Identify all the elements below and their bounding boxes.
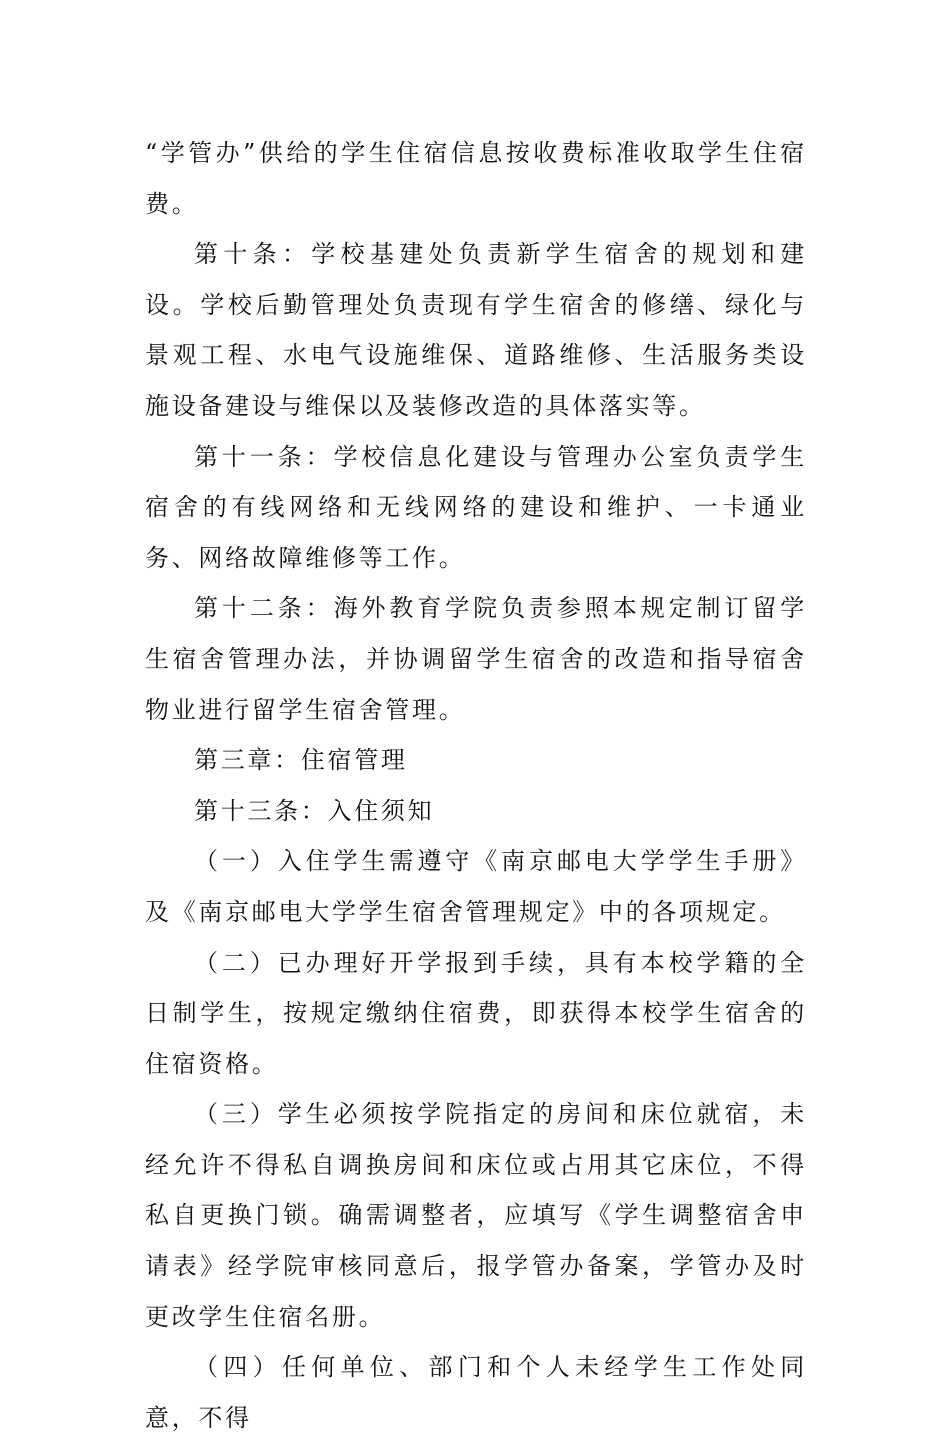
paragraph-item-1: （一）入住学生需遵守《南京邮电大学学生手册》及《南京邮电大学学生宿舍管理规定》中的各项规定。 [145,847,807,926]
paragraph-item-4: （四）任何单位、部门和个人未经学生工作处同意，不得 [145,1353,807,1432]
document-body [145,128,807,1443]
paragraph-article-11: 第十一条：学校信息化建设与管理办公室负责学生宿舍的有线网络和无线网络的建设和维护、一卡通业务、网络故障维修等工作。 [145,442,807,572]
paragraph-item-2: （二）已办理好开学报到手续，具有本校学籍的全日制学生，按规定缴纳住宿费，即获得本校学生宿舍的住宿资格。 [145,948,807,1078]
paragraph-article-12: 第十二条：海外教育学院负责参照本规定制订留学生宿舍管理办法，并协调留学生宿舍的改造和指导宿舍物业进行留学生宿舍管理。 [145,594,807,724]
paragraph-fee-continuation: “学管办”供给的学生住宿信息按收费标准收取学生住宿费。 [145,139,807,218]
paragraph-article-13: 第十三条：入住须知 [194,796,435,825]
chapter-heading: 第三章：住宿管理 [194,746,408,775]
paragraph-article-10: 第十条：学校基建处负责新学生宿舍的规划和建设。学校后勤管理处负责现有学生宿舍的修缮、绿化与景观工程、水电气设施维保、道路维修、生活服务类设施设备建设与维保以及装修改造的具体落实等。 [145,240,807,420]
paragraph-item-3: （三）学生必须按学院指定的房间和床位就宿，未经允许不得私自调换房间和床位或占用其它床位，不得私自更换门锁。确需调整者，应填写《学生调整宿舍申请表》经学院审核同意后，报学管办备案，学管办及时更改学生住宿名册。 [145,1100,807,1331]
